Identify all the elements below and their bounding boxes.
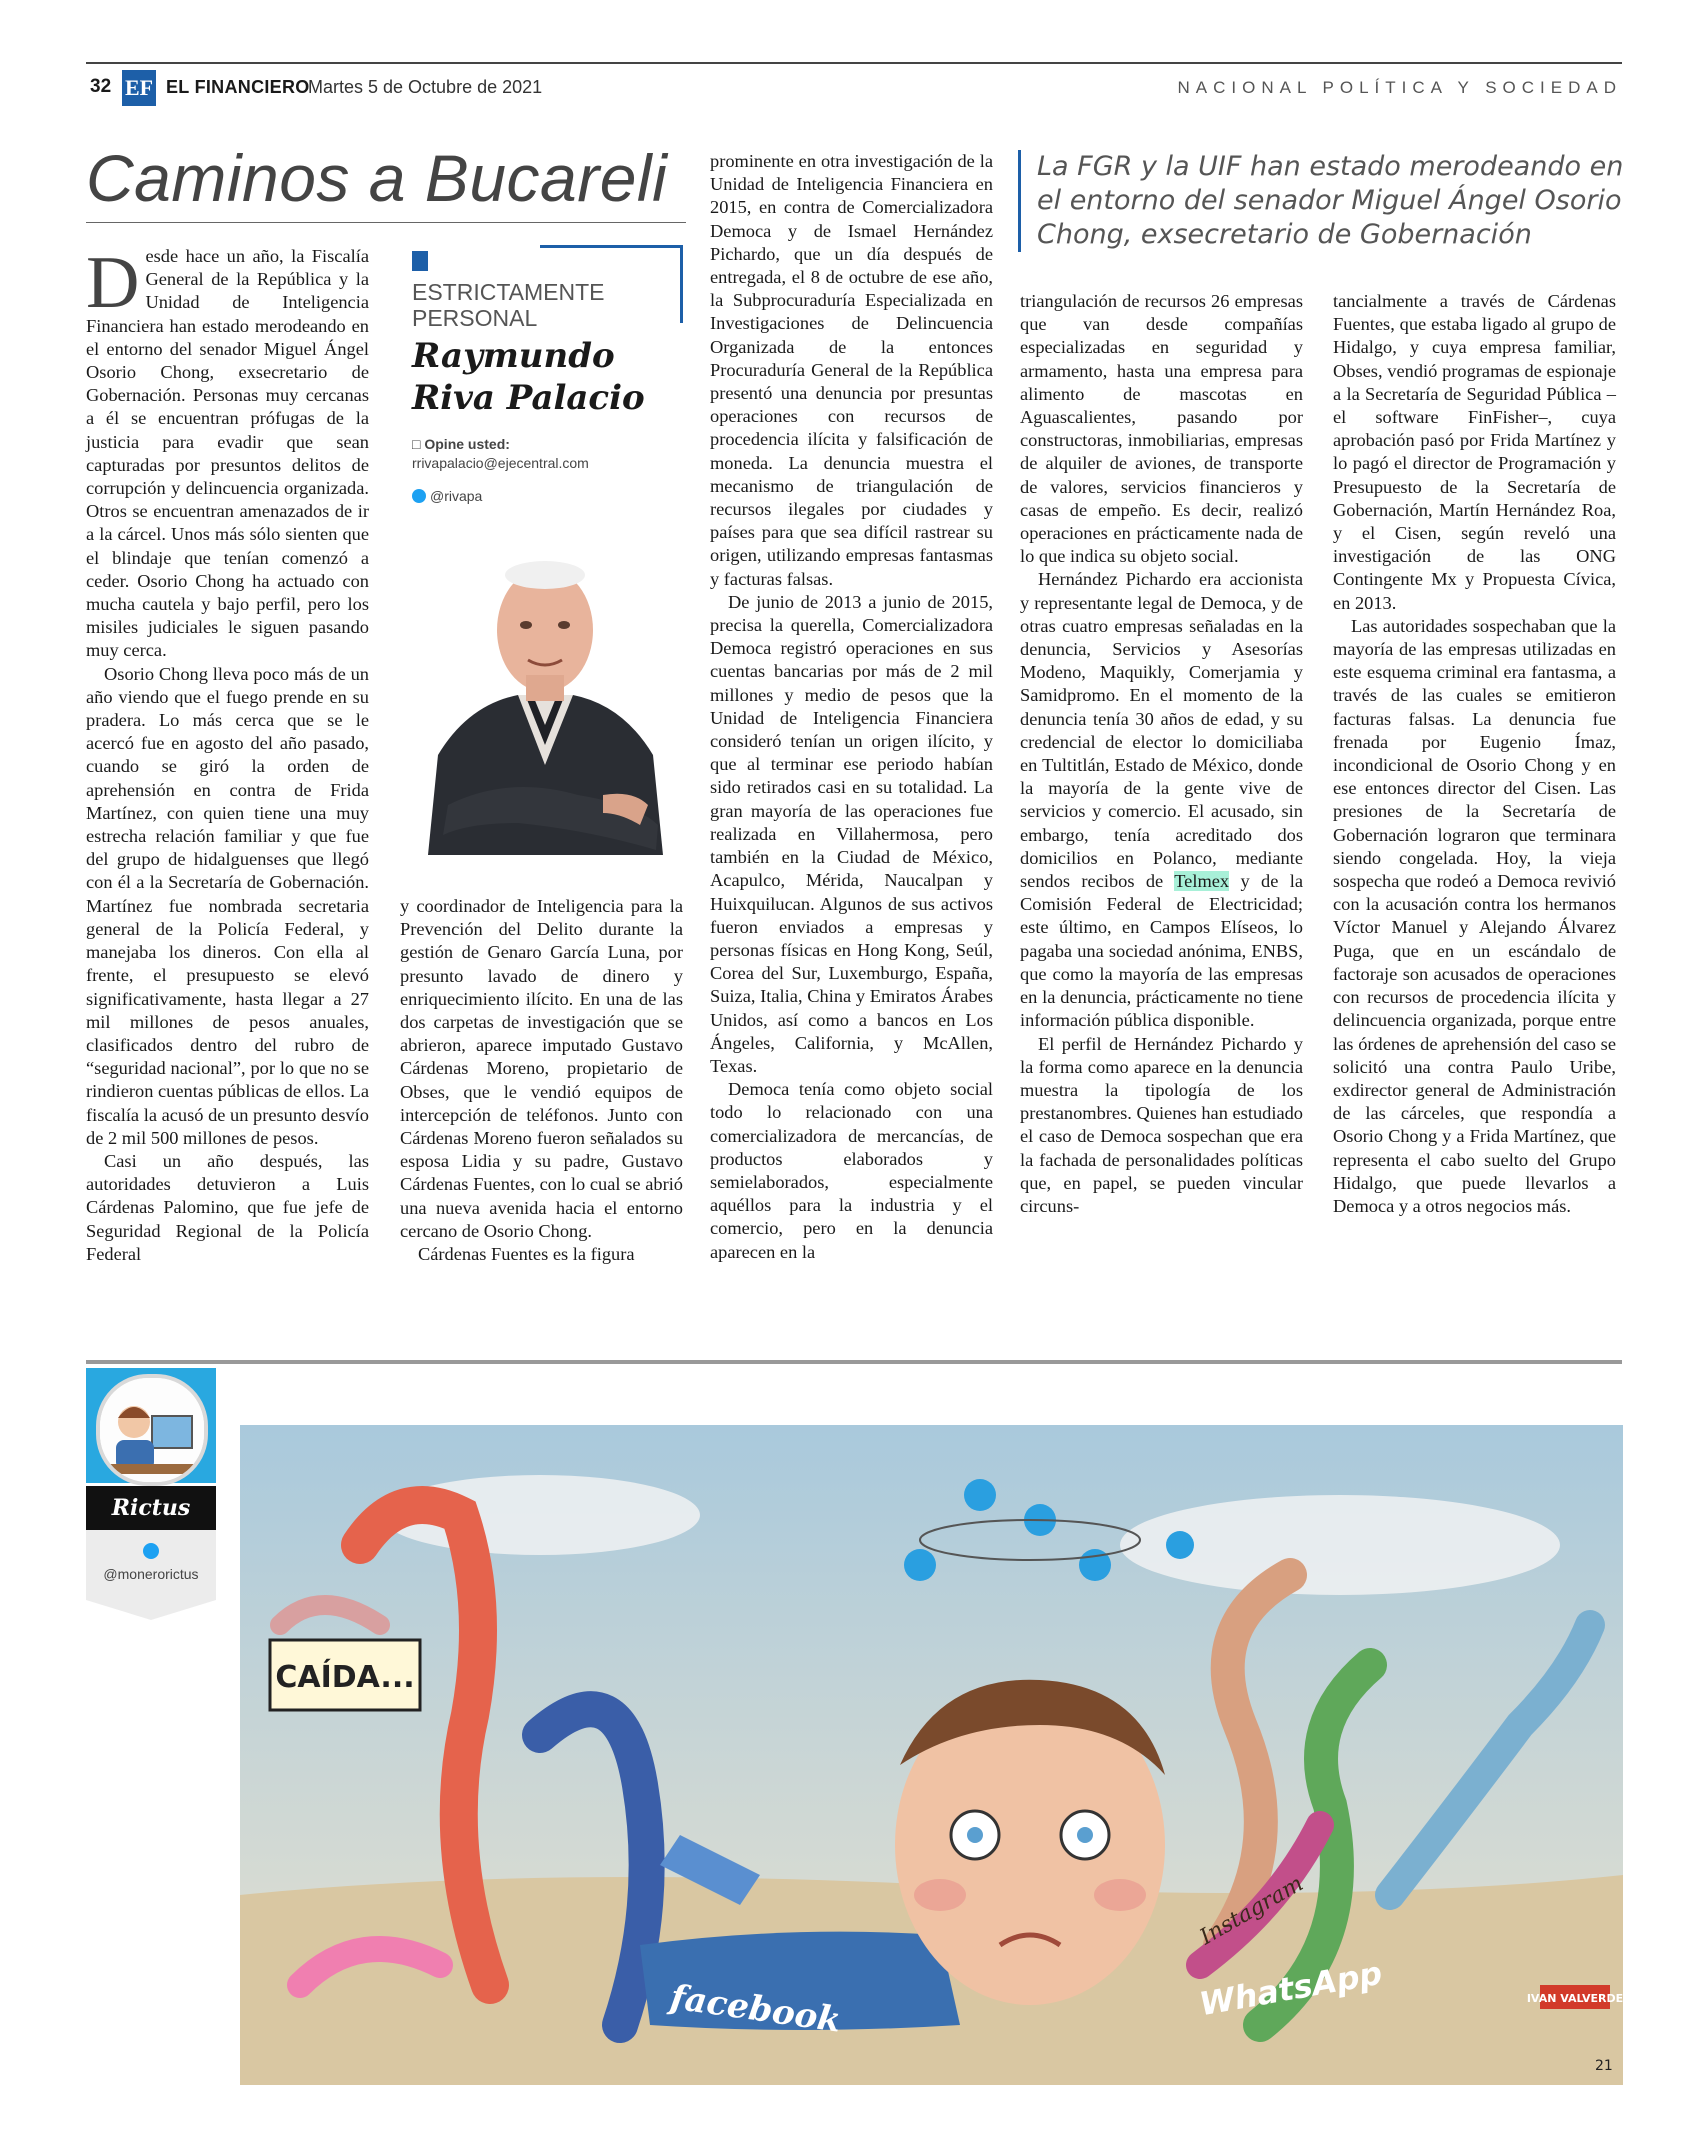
paragraph <box>1020 568 1303 1032</box>
column-label-line: ESTRICTAMENTE <box>412 279 605 305</box>
cartoon-caption: CAÍDA... <box>275 1660 415 1695</box>
cartoonist-avatar-icon <box>100 1378 204 1482</box>
page-number: 32 <box>90 76 112 97</box>
editorial-cartoon <box>240 1425 1623 2085</box>
paragraph: Las autoridades sospechaban que la mayoría de las empresas utilizadas en este esquema criminal era fantasma, a través de las cuales se emitieron facturas falsas. La denuncia fue frenada por Eugenio Ímaz, incondicional de Osorio Chong y en ese entonces director del Cisen. Las presiones de la Secretaría de Gobernación lograron que terminara siendo congelada. Hoy, la vieja sospecha que rodeó a Democa revivió con la acusación contra los hermanos Víctor Manuel y Alejando Álvarez Puga, que en un escándalo de factoraje son acusados de operaciones con recursos de procedencia ilícita y delincuencia organizada, porque entre las órdenes de aprehensión del caso se solicitó una contra Paulo Uribe, exdirector general de Administración de las cárceles, que respondía a Osorio Chong y a Frida Martínez, que representa el cabo suelto del Grupo Hidalgo, que puede llevarlos a Democa y a otros negocios más. <box>1333 615 1616 1216</box>
badge-point <box>86 1600 216 1620</box>
contact-block <box>412 435 589 473</box>
pull-quote: La FGR y la UIF han estado merodeando en el entorno del senador Miguel Ángel Osorio Chong, exsecretario de Gobernación <box>1018 150 1637 252</box>
title-rule <box>86 222 686 223</box>
column-title: Caminos a Bucareli <box>86 141 668 215</box>
paragraph: Osorio Chong lleva poco más de un año viendo que el fuego prende en su pradera. Lo más cerca que se le acercó fue en agosto del año pasado, cuando se giró la orden de aprehensión en contra de Frida Martínez, con quien tiene una muy estrecha relación familiar y que fue del grupo de hidalguenses que llegó con él a la Secretaría de Gobernación. Martínez fue nombrada secretaria general de la Policía Federal, y manejaba los dineros. Con ella al frente, el presupuesto se elevó significativamente, hasta llegar a 27 mil millones de pesos anuales, clasificados dentro del rubro de “seguridad nacional”, por lo que no se rindieron cuentas públicas de ellos. La fiscalía la acusó de un presunto desvío de 2 mil 500 millones de pesos. <box>86 663 369 1148</box>
paragraph-text: Hernández Pichardo era accionista y representante legal de Democa, y de otras cuatro empresas señaladas en la denuncia, Servicios y Asesorías Modeno, Maquikly, Comerjamia y Samidpromo. En el momento de la denuncia tenía 30 años de edad, y su credencial de elector lo domiciliaba en Tultitlán, Estado de México, donde la mayoría de la gente vive de servicios y comercio. El acusado, sin embargo, tenía acreditado dos domicilios en Polanco, mediante sendos recibos de <box>1020 569 1303 892</box>
article-column-1 <box>86 242 369 1266</box>
paragraph: Cárdenas Fuentes es la figura <box>418 1244 635 1265</box>
column-label <box>412 279 605 331</box>
paragraph: y coordinador de Inteligencia para la Prevención del Delito durante la gestión de Genaro García Luna, por presunto lavado de dinero y enriquecimiento ilícito. En una de las dos carpetas de investigación que se abrieron, aparece imputado Gustavo Cárdenas Moreno, propietario de Obses, que le vendió equipos de intercepción de teléfonos. Junto con Cárdenas Moreno fueron señalados su esposa Lidia y su padre, Gustavo Cárdenas Fuentes, con lo cual se abrió una nueva avenida hacia el entorno cercano de Osorio Chong. <box>400 896 683 1241</box>
section-name: NACIONAL POLÍTICA Y SOCIEDAD <box>1177 78 1622 97</box>
facebook-label: facebook <box>667 1977 844 2041</box>
article-column-4 <box>1020 290 1303 1218</box>
page-header <box>86 72 1622 106</box>
paragraph-text: y de la Comisión Federal de Electricidad; este último, en Campos Elíseos, lo pagaba una sociedad anónima, ENBS, que como la mayoría de las empresas en la denuncia, prácticamente no tiene información pública disponible. <box>1020 871 1303 1031</box>
paragraph: Democa tenía como objeto social todo lo relacionado con una comercializadora de mercancías, de productos elaborados y semielaborados, especialmente aquéllos para la industria y el comercio, pero en la denuncia aparecen en la <box>710 1079 993 1262</box>
author-name <box>412 335 645 419</box>
paragraph: Casi un año después, las autoridades detuvieron a Luis Cárdenas Palomino, que fue jefe de Seguridad Regional de la Policía Federal <box>86 1150 369 1264</box>
column-label-line: PERSONAL <box>412 305 538 331</box>
article-column-2 <box>400 895 683 1266</box>
signature-text: IVAN VALVERDE <box>1526 1992 1623 2005</box>
paragraph-text: esde hace un año, la Fiscalía General de la República y la Unidad de Inteligencia Financiera han estado merodeando en el entorno del senador Miguel Ángel Osorio Chong, exsecretario de Gobernación. Personas muy cercanas a él se encuentran prófugas de la justicia para evadir que sean capturadas por presuntos delitos de corrupción y delincuencia organizada. Otros se encuentran amenazados de ir a la cárcel. Unos más sólo sienten que el blindaje que tenían comenzó a ceder. Osorio Chong ha actuado con mucha cautela y bajo perfil, pero los misiles judiciales le siguen pasando muy cerca. <box>86 246 369 661</box>
whatsapp-label: WhatsApp <box>1196 1953 1385 2024</box>
paragraph <box>86 242 369 663</box>
instagram-label: Instagram <box>1195 1871 1308 1951</box>
cartoonist-badge <box>86 1368 216 1613</box>
paragraph: De junio de 2013 a junio de 2015, precisa la querella, Comercializadora Democa registró operaciones en sus cuentas bancarias por más de 2 mil millones y medio de pesos que la Unidad de Inteligencia Financiera consideró tenían un origen ilícito, y que al terminar ese periodo habían sido retirados casi en su totalidad. La gran mayoría de las operaciones fue realizada en Villahermosa, pero también en la Ciudad de México, Acapulco, Mérida, Naucalpan y Huixquilucan. Algunos de sus activos fueron enviados a empresas y personas físicas en Hong Kong, Seúl, Corea del Sur, Luxemburgo, España, Suiza, Italia, China y Emiratos Árabes Unidos, así como a bancos en Los Ángeles, California, y McAllen, Texas. <box>710 591 993 1076</box>
drop-cap: D <box>86 242 140 324</box>
issue-date: Martes 5 de Octubre de 2021 <box>308 77 543 97</box>
author-twitter[interactable] <box>412 488 482 504</box>
author-email[interactable]: rrivapalacio@ejecentral.com <box>412 455 589 471</box>
author-name-line: Raymundo <box>412 336 615 376</box>
author-name-line: Riva Palacio <box>412 378 645 418</box>
author-photo <box>408 505 683 855</box>
paragraph: triangulación de recursos 26 empresas que van desde compañías especializadas en seguridad y armamento, hasta una empresa para alimento de mascotas en Aguascalientes, pasando por constructoras, inmobiliarias, empresas de alquiler de aviones, de transporte de valores, servicios financieros y casas de empeño. Es decir, realizó operaciones en prácticamente nada de lo que indica su objeto social. <box>1020 291 1303 567</box>
author-box <box>400 245 683 855</box>
paragraph: prominente en otra investigación de la Unidad de Inteligencia Financiera en 2015, en contra de Comercializadora Democa y de Ismael Hernández Pichardo, que un día después de entregada, el 8 de octubre de ese año, la Subprocuraduría Especializada en Investigaciones de Delincuencia Organizada de la entonces Procuraduría General de la República presentó una denuncia por presuntas operaciones con recursos de procedencia ilícita y falsificación de moneda. La denuncia muestra el mecanismo de triangulación de recursos ilegales por ciudades y países para que sea difícil rastrear su origen, utilizando empresas fantasmas y facturas falsas. <box>710 151 993 589</box>
badge-footer <box>86 1530 216 1600</box>
twitter-icon <box>143 1543 159 1559</box>
article-column-3 <box>710 150 993 1264</box>
cartoonist-name: Rictus <box>86 1486 216 1530</box>
cartoon-rule <box>86 1360 1622 1364</box>
brand-name: EL FINANCIERO <box>166 77 310 97</box>
comment-icon: □ <box>412 436 421 452</box>
signature-year: 21 <box>1595 2058 1613 2074</box>
article-column-5 <box>1333 290 1616 1218</box>
twitter-handle: @rivapa <box>430 488 483 504</box>
twitter-icon <box>412 489 426 503</box>
paragraph: tancialmente a través de Cárdenas Fuentes, que estaba ligado al grupo de Hidalgo, y cuya empresa familiar, Obses, vendió programas de espionaje a la Secretaría de Seguridad Pública –el software FinFisher–, cuya aprobación pasó por Frida Martínez y lo pagó el director de Programación y Presupuesto de la Secretaría de Gobernación, Martín Hernández Roa, y el Cisen, según reveló una investigación de las ONG Contingente Mx y Propuesta Cívica, en 2013. <box>1333 291 1616 613</box>
bookmark-icon <box>412 251 428 271</box>
cartoonist-handle[interactable]: @monerorictus <box>103 1566 199 1582</box>
opine-label: Opine usted: <box>424 436 510 452</box>
avatar <box>96 1374 208 1486</box>
highlighted-word[interactable]: Telmex <box>1174 871 1230 892</box>
paragraph: El perfil de Hernández Pichardo y la forma como aparece en la denuncia muestra la tipología de los prestanombres. Quienes han estudiado el caso de Democa sospechan que era la fachada de personalidades políticas que, en papel, se pueden vincular circuns- <box>1020 1033 1303 1216</box>
header-rule <box>86 62 1622 64</box>
ef-logo: EF <box>122 70 156 106</box>
